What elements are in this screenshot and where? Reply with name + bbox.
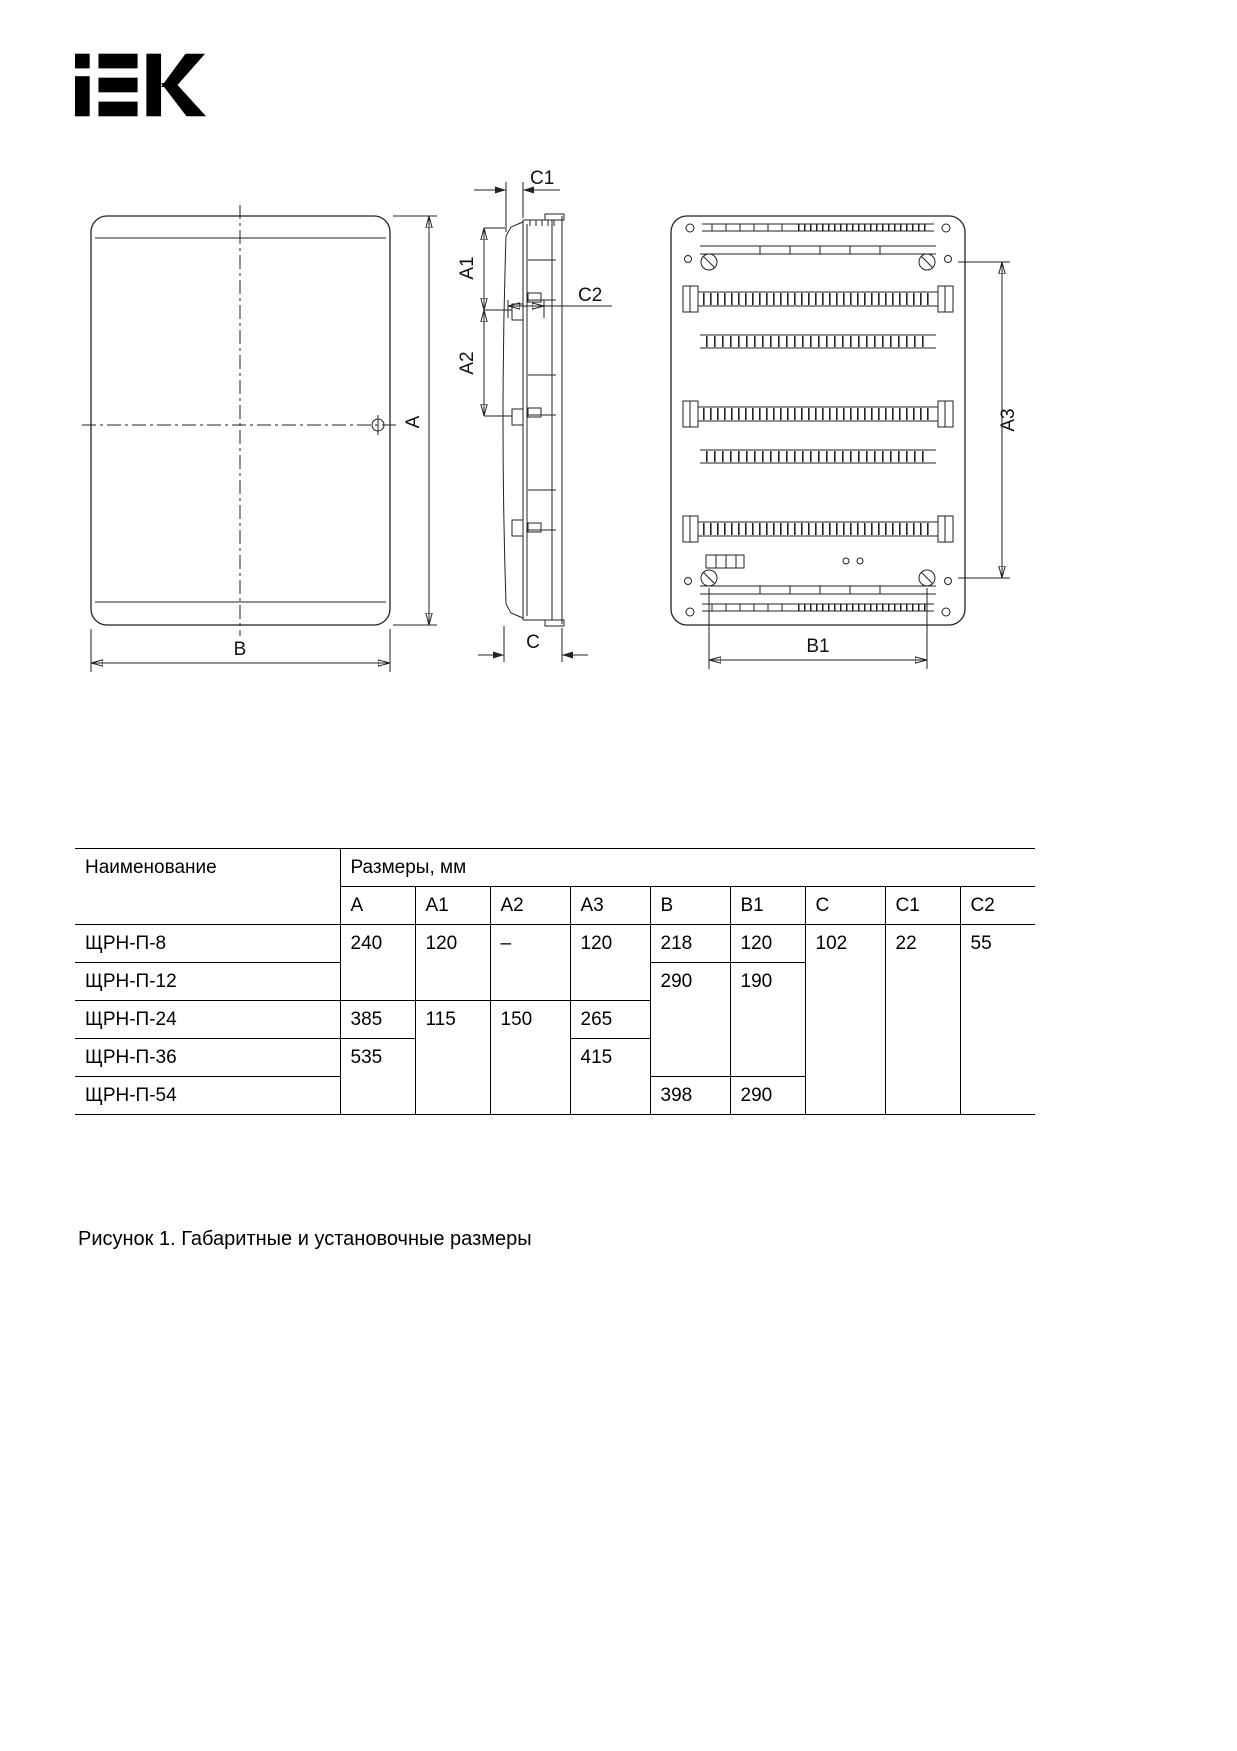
mounting-keyhole-top-right [919,254,952,270]
cell-c: 102 [805,925,885,1115]
figure-caption: Рисунок 1. Габаритные и установочные размеры [78,1228,532,1250]
col-header-a3: A3 [570,887,650,925]
col-header-c1: C1 [885,887,960,925]
dim-label-a3: A3 [998,408,1019,432]
cell-b: 290 [650,963,730,1077]
dim-label-a: A [403,415,424,429]
col-header-c: C [805,887,885,925]
cell-a2: – [490,925,570,1001]
din-rail-2 [683,401,953,427]
cell-name: ЩРН-П-54 [75,1077,340,1115]
cell-a: 385 [340,1001,415,1039]
cell-c1: 22 [885,925,960,1115]
dim-label-b: B [233,639,247,660]
col-header-a2: A2 [490,887,570,925]
col-header-b1: B1 [730,887,805,925]
col-header-name: Наименование [75,849,340,925]
cell-b1: 120 [730,925,805,963]
cell-a1: 120 [415,925,490,1001]
dim-label-c: C [526,632,540,653]
cell-a: 535 [340,1039,415,1115]
mounting-keyhole-top-left [685,254,718,270]
din-rail-1 [683,286,953,312]
cell-name: ЩРН-П-36 [75,1039,340,1077]
dim-label-c2: C2 [578,285,603,306]
cell-b: 398 [650,1077,730,1115]
cell-b: 218 [650,925,730,963]
top-mounting-strip [700,246,936,254]
cell-name: ЩРН-П-8 [75,925,340,963]
cell-a3: 120 [570,925,650,1001]
dimension-c [478,626,588,662]
cell-a: 240 [340,925,415,1001]
cell-b1: 290 [730,1077,805,1115]
iek-logo-glyphs [75,54,206,117]
col-header-b: B [650,887,730,925]
cell-a1: 115 [415,1001,490,1115]
cell-name: ЩРН-П-24 [75,1001,340,1039]
cell-name: ЩРН-П-12 [75,963,340,1001]
col-header-c2: C2 [960,887,1035,925]
dimension-b1 [709,588,927,669]
table-header-row-1 [75,849,1035,887]
cell-a3: 415 [570,1039,650,1115]
bottom-mounting-strip [700,586,936,594]
terminal-block [706,555,863,568]
front-view-drawing [82,205,437,672]
dim-label-c1: C1 [530,168,555,189]
din-rail-3 [683,516,953,542]
door-hinge-clip [512,409,523,425]
module-comb-1 [700,335,936,348]
col-header-sizes: Размеры, мм [340,849,1035,887]
iek-logo [75,53,207,117]
dimension-a [393,216,437,625]
mounting-keyhole-bottom-right [919,570,952,586]
door-hinge-clip [512,520,523,536]
top-vent-slots [686,224,950,232]
cell-b1: 190 [730,963,805,1077]
cell-a2: 150 [490,1001,570,1115]
table-row [75,925,1035,963]
col-header-a1: A1 [415,887,490,925]
module-comb-2 [700,450,936,463]
dimension-a1 [457,228,512,310]
cell-a3: 265 [570,1001,650,1039]
dimension-c2 [508,285,612,318]
technical-drawings [0,160,1237,700]
dim-label-a2: A2 [457,351,478,375]
dimensions-table [75,848,1035,1115]
mounting-keyhole-bottom-left [685,570,718,586]
dim-label-a1: A1 [457,256,478,280]
side-view-drawing [457,168,612,662]
enclosure-side-profile [503,214,564,626]
rear-view-drawing [671,216,1019,669]
bottom-vent-slots [686,604,950,616]
col-header-a: A [340,887,415,925]
dimension-c1 [474,168,560,232]
dim-label-b1: B1 [806,636,830,657]
cell-c2: 55 [960,925,1035,1115]
dimension-a3 [958,262,1019,578]
